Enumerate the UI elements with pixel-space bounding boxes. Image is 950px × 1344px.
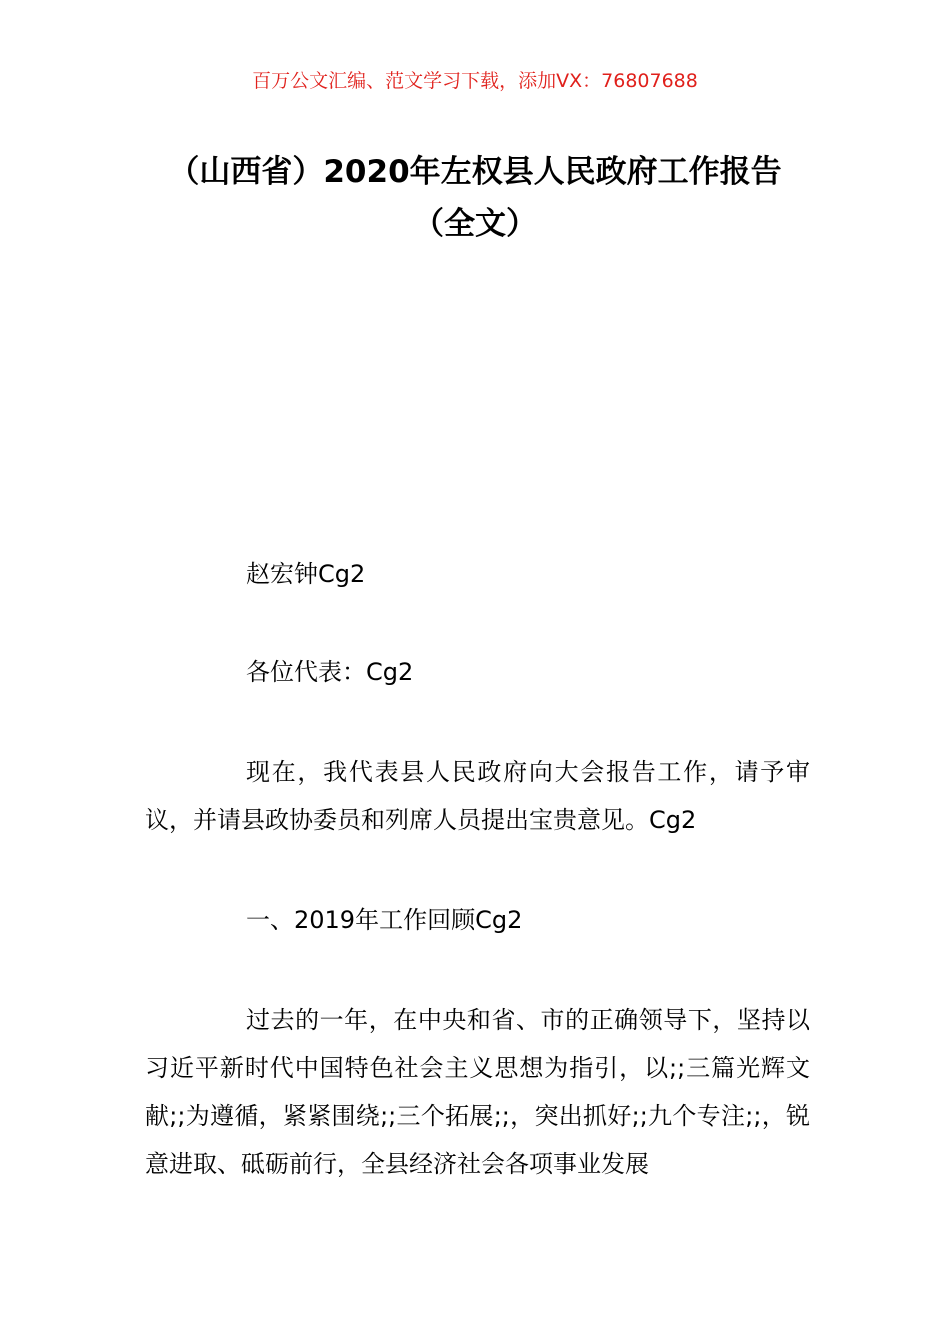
author-line: 赵宏钟Cg2	[246, 560, 366, 588]
review-paragraph: 过去的一年，在中央和省、市的正确领导下，坚持以习近平新时代中国特色社会主义思想为指引，以;;三篇光辉文献;;为遵循，紧紧围绕;;三个拓展;;，突出抓好;;九个专注;;，锐意进取、砥砺前行，全县经济社会各项事业发展	[145, 1006, 810, 1178]
document-title: （山西省）2020年左权县人民政府工作报告（全文）	[168, 154, 782, 242]
intro-paragraph: 现在，我代表县人民政府向大会报告工作，请予审议，并请县政协委员和列席人员提出宝贵意见。Cg2	[145, 758, 810, 834]
salutation-line: 各位代表：Cg2	[246, 658, 414, 686]
header-note: 百万公文汇编、范文学习下载，添加VX：76807688	[252, 70, 698, 92]
section-heading: 一、2019年工作回顾Cg2	[246, 906, 523, 934]
